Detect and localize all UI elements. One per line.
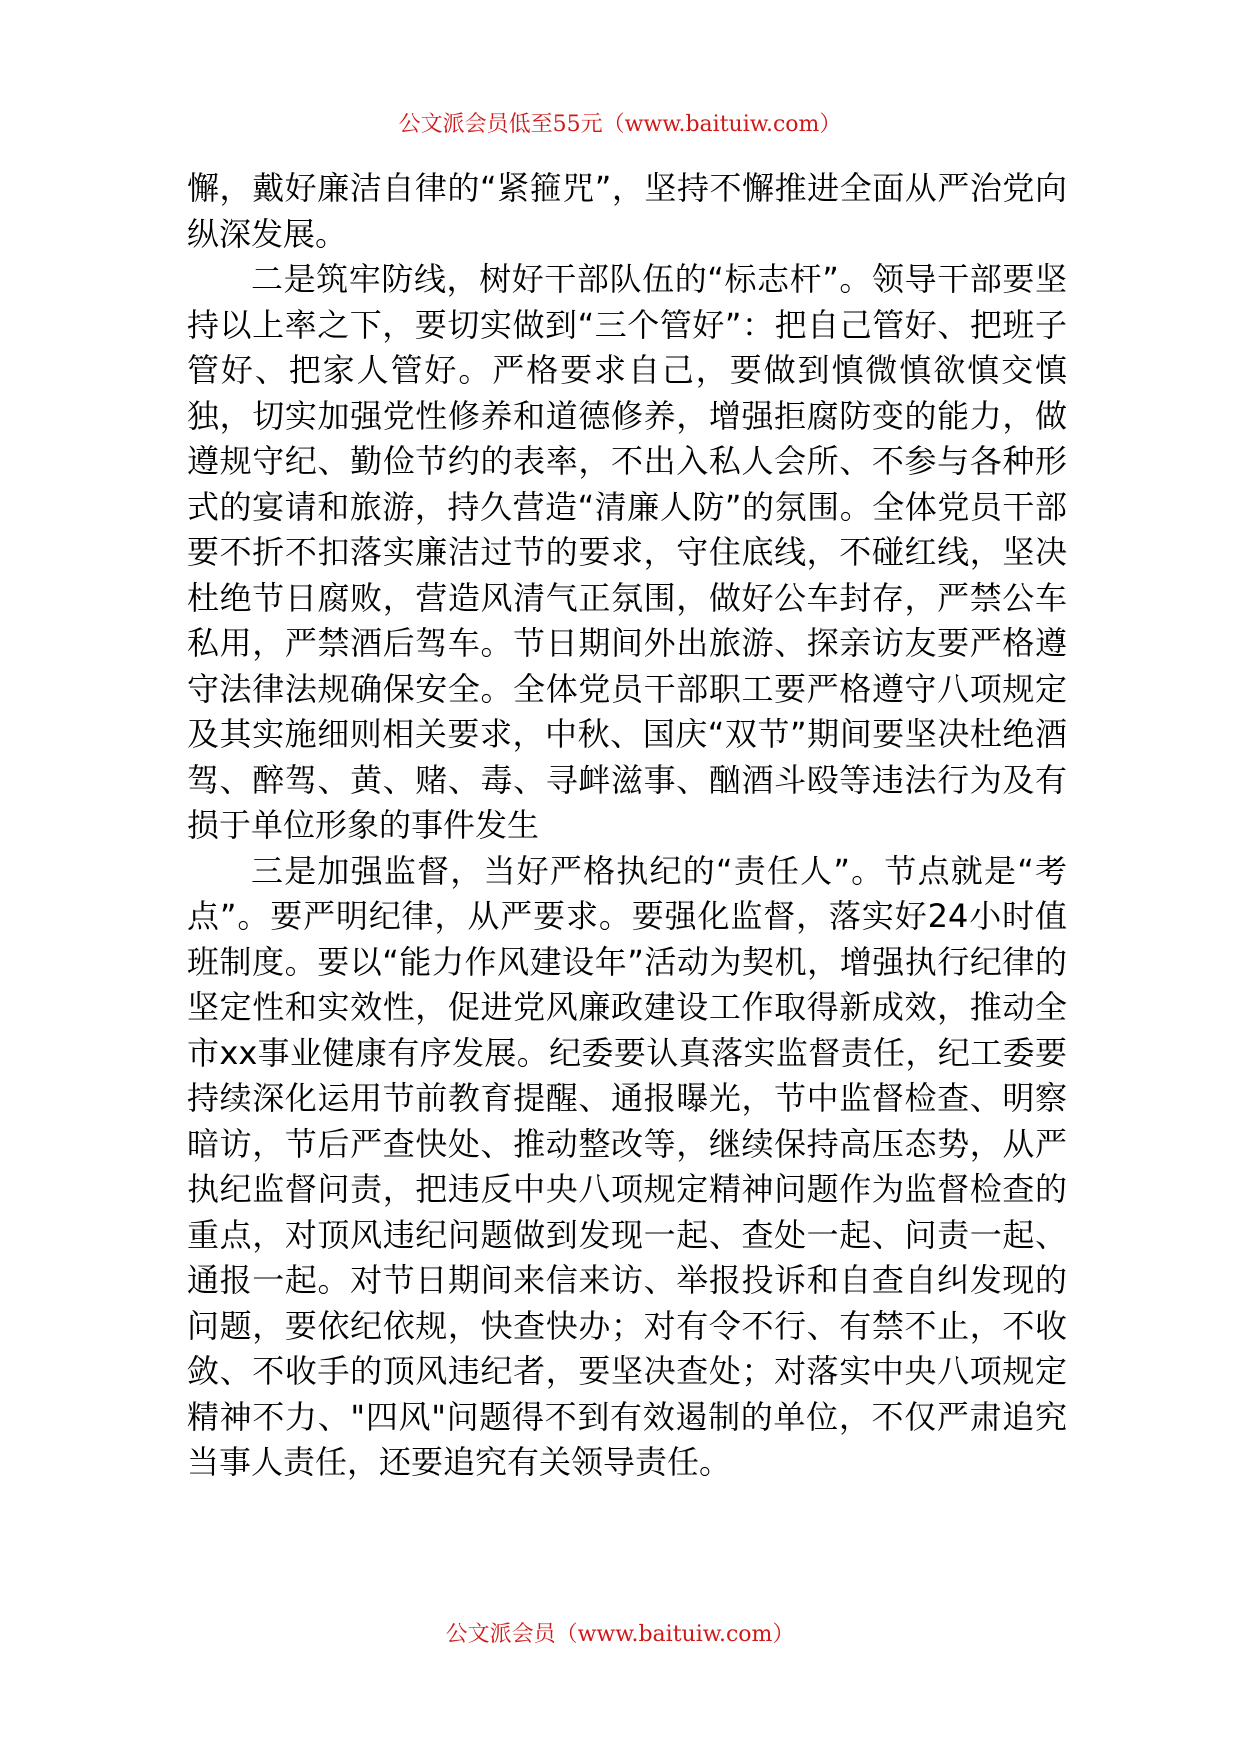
watermark-header: 公文派会员低至55元（www.baituiw.com） bbox=[398, 112, 842, 137]
paragraph-continued: 懈，戴好廉洁自律的“紧箍咒”，坚持不懈推进全面从严治党向纵深发展。 bbox=[187, 169, 1067, 253]
document-body bbox=[187, 166, 1067, 1486]
watermark-footer: 公文派会员（www.baituiw.com） bbox=[445, 1622, 795, 1647]
paragraph-third-point: 三是加强监督，当好严格执纪的“责任人”。节点就是“考点”。要严明纪律，从严要求。要强化监督，落实好24小时值班制度。要以“能力作风建设年”活动为契机，增强执行纪律的坚定性和实效性，促进党风廉政建设工作取得新成效，推动全市xx事业健康有序发展。纪委要认真落实监督责任，纪工委要持续深化运用节前教育提醒、通报曝光，节中监督检查、明察暗访，节后严查快处、推动整改等，继续保持高压态势，从严执纪监督问责，把违反中央八项规定精神问题作为监督检查的重点，对顶风违纪问题做到发现一起、查处一起、问责一起、通报一起。对节日期间来信来访、举报投诉和自查自纠发现的问题，要依纪依规，快查快办；对有令不行、有禁不止，不收敛、不收手的顶风违纪者，要坚决查处；对落实中央八项规定精神不力、"四风"问题得不到有效遏制的单位，不仅严肃追究当事人责任，还要追究有关领导责任。 bbox=[187, 851, 1067, 1481]
paragraph-second-point: 二是筑牢防线，树好干部队伍的“标志杆”。领导干部要坚持以上率之下，要切实做到“三个管好”：把自己管好、把班子管好、把家人管好。严格要求自己，要做到慎微慎欲慎交慎独，切实加强党性修养和道德修养，增强拒腐防变的能力，做遵规守纪、勤俭节约的表率，不出入私人会所、不参与各种形式的宴请和旅游，持久营造“清廉人防”的氛围。全体党员干部要不折不扣落实廉洁过节的要求，守住底线，不碰红线，坚决杜绝节日腐败，营造风清气正氛围，做好公车封存，严禁公车私用，严禁酒后驾车。节日期间外出旅游、探亲访友要严格遵守法律法规确保安全。全体党员干部职工要严格遵守八项规定及其实施细则相关要求，中秋、国庆“双节”期间要坚决杜绝酒驾、醉驾、黄、赌、毒、寻衅滋事、酗酒斗殴等违法行为及有损于单位形象的事件发生 bbox=[187, 260, 1067, 844]
